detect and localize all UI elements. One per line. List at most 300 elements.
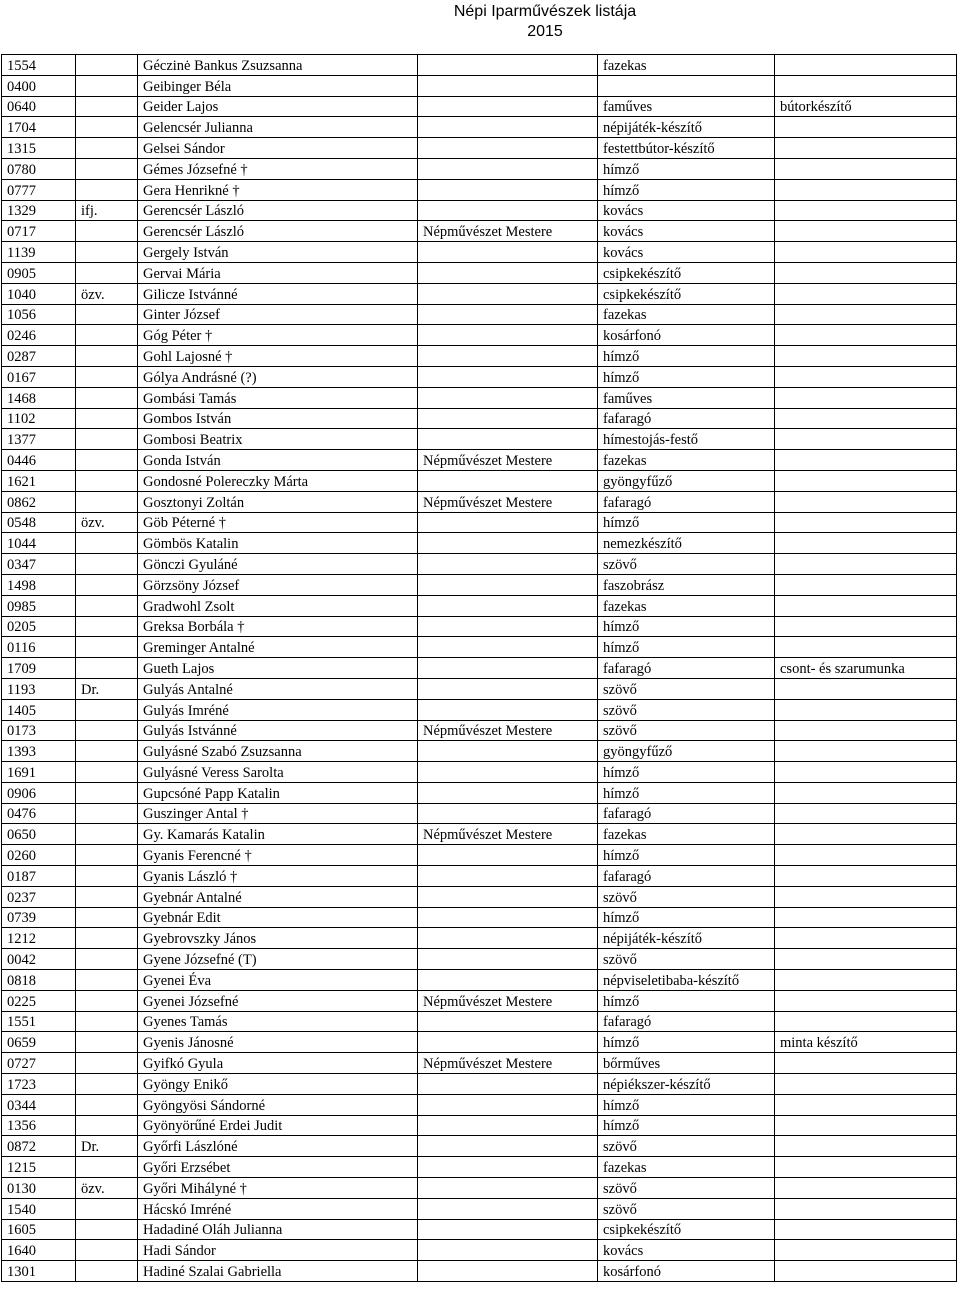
title-cell	[418, 699, 598, 720]
name-cell: Gelencsér Julianna	[138, 117, 418, 138]
specialty-cell	[775, 346, 957, 367]
prefix-cell	[76, 1115, 138, 1136]
craft-cell: hímző	[598, 907, 775, 928]
title-cell	[418, 1198, 598, 1219]
title-cell	[418, 845, 598, 866]
title-cell	[418, 470, 598, 491]
title-cell	[418, 75, 598, 96]
specialty-cell	[775, 158, 957, 179]
specialty-cell	[775, 824, 957, 845]
title-cell	[418, 387, 598, 408]
prefix-cell: Dr.	[76, 678, 138, 699]
specialty-cell	[775, 408, 957, 429]
prefix-cell	[76, 262, 138, 283]
name-cell: Geibinger Béla	[138, 75, 418, 96]
title-cell	[418, 1178, 598, 1199]
specialty-cell	[775, 699, 957, 720]
name-cell: Gyenis Jánosné	[138, 1032, 418, 1053]
specialty-cell	[775, 387, 957, 408]
name-cell: Gonda István	[138, 450, 418, 471]
prefix-cell	[76, 1032, 138, 1053]
id-cell: 1704	[2, 117, 76, 138]
prefix-cell	[76, 762, 138, 783]
specialty-cell	[775, 970, 957, 991]
prefix-cell	[76, 658, 138, 679]
prefix-cell	[76, 907, 138, 928]
specialty-cell	[775, 1136, 957, 1157]
craft-cell: festettbútor-készítő	[598, 138, 775, 159]
table-row	[2, 866, 957, 887]
table-row	[2, 262, 957, 283]
table-row	[2, 658, 957, 679]
craft-cell: gyöngyfűző	[598, 470, 775, 491]
id-cell: 1329	[2, 200, 76, 221]
title-cell	[418, 970, 598, 991]
specialty-cell: minta készítő	[775, 1032, 957, 1053]
craft-cell: hímző	[598, 1094, 775, 1115]
title-cell	[418, 949, 598, 970]
specialty-cell	[775, 179, 957, 200]
specialty-cell	[775, 429, 957, 450]
name-cell: Göb Péterné †	[138, 512, 418, 533]
table-row	[2, 387, 957, 408]
name-cell: Gondosné Polereczky Márta	[138, 470, 418, 491]
craft-cell: népijáték-készítő	[598, 928, 775, 949]
title-cell: Népművészet Mestere	[418, 720, 598, 741]
prefix-cell	[76, 824, 138, 845]
id-cell: 1640	[2, 1240, 76, 1261]
craft-cell: kovács	[598, 221, 775, 242]
table-row	[2, 1157, 957, 1178]
prefix-cell	[76, 616, 138, 637]
title-cell	[418, 1261, 598, 1282]
craft-cell: szövő	[598, 699, 775, 720]
title-cell	[418, 138, 598, 159]
table-row	[2, 1011, 957, 1032]
prefix-cell	[76, 1053, 138, 1074]
id-cell: 0777	[2, 179, 76, 200]
id-cell: 0650	[2, 824, 76, 845]
craft-cell: kovács	[598, 1240, 775, 1261]
page-title: Népi Iparművészek listája	[453, 3, 637, 20]
specialty-cell	[775, 366, 957, 387]
table-row	[2, 450, 957, 471]
name-cell: Gilicze Istvánné	[138, 283, 418, 304]
id-cell: 1551	[2, 1011, 76, 1032]
specialty-cell	[775, 1094, 957, 1115]
table-row	[2, 886, 957, 907]
title-cell	[418, 1032, 598, 1053]
id-cell: 1468	[2, 387, 76, 408]
name-cell: Győri Erzsébet	[138, 1157, 418, 1178]
prefix-cell	[76, 221, 138, 242]
specialty-cell	[775, 762, 957, 783]
id-cell: 1139	[2, 242, 76, 263]
table-row	[2, 1074, 957, 1095]
title-cell	[418, 242, 598, 263]
id-cell: 0985	[2, 595, 76, 616]
table-row	[2, 1115, 957, 1136]
id-cell: 0344	[2, 1094, 76, 1115]
prefix-cell	[76, 720, 138, 741]
prefix-cell	[76, 595, 138, 616]
prefix-cell	[76, 990, 138, 1011]
table-row	[2, 824, 957, 845]
craft-cell: hímző	[598, 616, 775, 637]
title-cell	[418, 782, 598, 803]
title-cell	[418, 928, 598, 949]
name-cell: Gulyásné Veress Sarolta	[138, 762, 418, 783]
id-cell: 0872	[2, 1136, 76, 1157]
craft-cell: fafaragó	[598, 1011, 775, 1032]
title-cell: Népművészet Mestere	[418, 450, 598, 471]
name-cell: Gradwohl Zsolt	[138, 595, 418, 616]
prefix-cell	[76, 450, 138, 471]
specialty-cell	[775, 55, 957, 76]
craft-cell: fafaragó	[598, 491, 775, 512]
id-cell: 1540	[2, 1198, 76, 1219]
prefix-cell	[76, 533, 138, 554]
craft-cell: hímző	[598, 1115, 775, 1136]
title-cell	[418, 637, 598, 658]
table-row	[2, 928, 957, 949]
name-cell: Gulyás Imréné	[138, 699, 418, 720]
craft-cell: csipkekészítő	[598, 1219, 775, 1240]
craft-cell: hímző	[598, 782, 775, 803]
name-cell: Gömbös Katalin	[138, 533, 418, 554]
table-row	[2, 75, 957, 96]
id-cell: 1193	[2, 678, 76, 699]
name-cell: Géczinė Bankus Zsuzsanna	[138, 55, 418, 76]
id-cell: 0042	[2, 949, 76, 970]
craft-cell: fafaragó	[598, 803, 775, 824]
name-cell: Gosztonyi Zoltán	[138, 491, 418, 512]
title-cell	[418, 96, 598, 117]
title-cell	[418, 907, 598, 928]
name-cell: Gulyás Antalné	[138, 678, 418, 699]
table-row	[2, 699, 957, 720]
name-cell: Gyifkó Gyula	[138, 1053, 418, 1074]
name-cell: Gyenei Józsefné	[138, 990, 418, 1011]
prefix-cell	[76, 741, 138, 762]
id-cell: 0640	[2, 96, 76, 117]
title-cell	[418, 678, 598, 699]
id-cell: 0476	[2, 803, 76, 824]
name-cell: Gyanis László †	[138, 866, 418, 887]
prefix-cell	[76, 782, 138, 803]
specialty-cell	[775, 678, 957, 699]
specialty-cell	[775, 949, 957, 970]
id-cell: 1723	[2, 1074, 76, 1095]
id-cell: 1315	[2, 138, 76, 159]
table-row	[2, 429, 957, 450]
craft-cell: szövő	[598, 1198, 775, 1219]
id-cell: 0246	[2, 325, 76, 346]
name-cell: Gyenei Éva	[138, 970, 418, 991]
craft-cell: népijáték-készítő	[598, 117, 775, 138]
specialty-cell: csont- és szarumunka	[775, 658, 957, 679]
craft-cell: csipkekészítő	[598, 262, 775, 283]
table-row	[2, 366, 957, 387]
craft-cell: fazekas	[598, 1157, 775, 1178]
name-cell: Greminger Antalné	[138, 637, 418, 658]
name-cell: Gyebrovszky János	[138, 928, 418, 949]
table-row	[2, 117, 957, 138]
table-row	[2, 283, 957, 304]
specialty-cell	[775, 574, 957, 595]
title-cell	[418, 533, 598, 554]
id-cell: 0862	[2, 491, 76, 512]
prefix-cell	[76, 845, 138, 866]
title-cell	[418, 283, 598, 304]
specialty-cell	[775, 262, 957, 283]
id-cell: 0906	[2, 782, 76, 803]
page-year: 2015	[527, 23, 563, 40]
title-cell	[418, 158, 598, 179]
prefix-cell: özv.	[76, 512, 138, 533]
craft-cell: hímző	[598, 990, 775, 1011]
id-cell: 1691	[2, 762, 76, 783]
table-row	[2, 554, 957, 575]
prefix-cell	[76, 470, 138, 491]
specialty-cell	[775, 1074, 957, 1095]
title-cell	[418, 574, 598, 595]
prefix-cell	[76, 803, 138, 824]
table-row	[2, 1032, 957, 1053]
specialty-cell	[775, 907, 957, 928]
prefix-cell	[76, 886, 138, 907]
title-cell	[418, 346, 598, 367]
specialty-cell	[775, 720, 957, 741]
specialty-cell	[775, 554, 957, 575]
name-cell: Hadiné Szalai Gabriella	[138, 1261, 418, 1282]
title-cell	[418, 741, 598, 762]
title-cell	[418, 866, 598, 887]
table-row	[2, 1240, 957, 1261]
id-cell: 0225	[2, 990, 76, 1011]
prefix-cell	[76, 96, 138, 117]
craft-cell: szövő	[598, 1136, 775, 1157]
id-cell: 0400	[2, 75, 76, 96]
craft-cell: fazekas	[598, 304, 775, 325]
id-cell: 0446	[2, 450, 76, 471]
specialty-cell	[775, 242, 957, 263]
craft-cell: szövő	[598, 678, 775, 699]
name-cell: Gombosi Beatrix	[138, 429, 418, 450]
craft-cell: nemezkészítő	[598, 533, 775, 554]
craft-cell: népiékszer-készítő	[598, 1074, 775, 1095]
id-cell: 0347	[2, 554, 76, 575]
craft-cell: csipkekészítő	[598, 283, 775, 304]
title-cell	[418, 408, 598, 429]
specialty-cell	[775, 304, 957, 325]
id-cell: 0130	[2, 1178, 76, 1199]
specialty-cell	[775, 138, 957, 159]
table-row	[2, 96, 957, 117]
prefix-cell	[76, 699, 138, 720]
title-cell	[418, 1136, 598, 1157]
craft-cell: hímző	[598, 762, 775, 783]
table-row	[2, 1053, 957, 1074]
table-row	[2, 1094, 957, 1115]
title-cell	[418, 762, 598, 783]
prefix-cell	[76, 866, 138, 887]
prefix-cell	[76, 928, 138, 949]
craft-cell: szövő	[598, 949, 775, 970]
craft-cell: hímző	[598, 512, 775, 533]
table-row	[2, 179, 957, 200]
title-cell	[418, 1219, 598, 1240]
prefix-cell	[76, 387, 138, 408]
craft-cell: faműves	[598, 387, 775, 408]
craft-cell: hímző	[598, 158, 775, 179]
title-cell	[418, 117, 598, 138]
craft-cell: hímző	[598, 1032, 775, 1053]
id-cell: 1215	[2, 1157, 76, 1178]
title-cell	[418, 1240, 598, 1261]
specialty-cell	[775, 470, 957, 491]
prefix-cell	[76, 429, 138, 450]
name-cell: Gyebnár Antalné	[138, 886, 418, 907]
table-row	[2, 221, 957, 242]
craft-cell	[598, 75, 775, 96]
table-row	[2, 512, 957, 533]
prefix-cell	[76, 304, 138, 325]
table-row	[2, 637, 957, 658]
prefix-cell	[76, 117, 138, 138]
table-row	[2, 138, 957, 159]
prefix-cell	[76, 346, 138, 367]
table-row	[2, 1178, 957, 1199]
name-cell: Gy. Kamarás Katalin	[138, 824, 418, 845]
specialty-cell	[775, 1053, 957, 1074]
title-cell	[418, 1011, 598, 1032]
name-cell: Gyenes Tamás	[138, 1011, 418, 1032]
craft-cell: faszobrász	[598, 574, 775, 595]
name-cell: Gyanis Ferencné †	[138, 845, 418, 866]
title-cell	[418, 179, 598, 200]
name-cell: Gueth Lajos	[138, 658, 418, 679]
id-cell: 0780	[2, 158, 76, 179]
title-cell	[418, 429, 598, 450]
craft-cell: szövő	[598, 720, 775, 741]
craft-cell: fazekas	[598, 55, 775, 76]
name-cell: Gémes Józsefné †	[138, 158, 418, 179]
craft-cell: kovács	[598, 200, 775, 221]
name-cell: Góg Péter †	[138, 325, 418, 346]
artisan-table	[1, 54, 957, 1282]
craft-cell: fafaragó	[598, 866, 775, 887]
specialty-cell	[775, 283, 957, 304]
title-cell	[418, 595, 598, 616]
prefix-cell: özv.	[76, 1178, 138, 1199]
id-cell: 1405	[2, 699, 76, 720]
table-row	[2, 845, 957, 866]
table-row	[2, 762, 957, 783]
name-cell: Geider Lajos	[138, 96, 418, 117]
id-cell: 0659	[2, 1032, 76, 1053]
table-row	[2, 1198, 957, 1219]
craft-cell: hímestojás-festő	[598, 429, 775, 450]
name-cell: Ginter József	[138, 304, 418, 325]
title-cell: Népművészet Mestere	[418, 221, 598, 242]
table-row	[2, 720, 957, 741]
craft-cell: fafaragó	[598, 408, 775, 429]
title-cell	[418, 512, 598, 533]
prefix-cell	[76, 158, 138, 179]
prefix-cell	[76, 138, 138, 159]
prefix-cell	[76, 637, 138, 658]
prefix-cell: ifj.	[76, 200, 138, 221]
title-cell	[418, 55, 598, 76]
id-cell: 0287	[2, 346, 76, 367]
prefix-cell	[76, 491, 138, 512]
table-row	[2, 55, 957, 76]
table-row	[2, 949, 957, 970]
name-cell: Gerencsér László	[138, 200, 418, 221]
craft-cell: fazekas	[598, 595, 775, 616]
id-cell: 0116	[2, 637, 76, 658]
prefix-cell	[76, 1198, 138, 1219]
specialty-cell	[775, 512, 957, 533]
id-cell: 1709	[2, 658, 76, 679]
prefix-cell	[76, 366, 138, 387]
title-cell	[418, 1074, 598, 1095]
title-cell	[418, 616, 598, 637]
title-cell: Népművészet Mestere	[418, 1053, 598, 1074]
specialty-cell	[775, 616, 957, 637]
specialty-cell	[775, 782, 957, 803]
title-cell: Népművészet Mestere	[418, 491, 598, 512]
craft-cell: hímző	[598, 637, 775, 658]
prefix-cell	[76, 1074, 138, 1095]
prefix-cell	[76, 55, 138, 76]
id-cell: 0167	[2, 366, 76, 387]
title-cell	[418, 554, 598, 575]
prefix-cell	[76, 554, 138, 575]
id-cell: 0237	[2, 886, 76, 907]
craft-cell: szövő	[598, 1178, 775, 1199]
specialty-cell	[775, 886, 957, 907]
id-cell: 1393	[2, 741, 76, 762]
craft-cell: hímző	[598, 346, 775, 367]
id-cell: 0818	[2, 970, 76, 991]
id-cell: 1040	[2, 283, 76, 304]
table-row	[2, 990, 957, 1011]
name-cell: Gönczi Gyuláné	[138, 554, 418, 575]
id-cell: 1554	[2, 55, 76, 76]
craft-cell: faműves	[598, 96, 775, 117]
specialty-cell	[775, 803, 957, 824]
table-row	[2, 970, 957, 991]
title-cell	[418, 366, 598, 387]
specialty-cell	[775, 990, 957, 1011]
table-row	[2, 346, 957, 367]
table-row	[2, 491, 957, 512]
name-cell: Gyene Józsefné (T)	[138, 949, 418, 970]
id-cell: 0717	[2, 221, 76, 242]
table-row	[2, 1261, 957, 1282]
table-row	[2, 1219, 957, 1240]
id-cell: 1605	[2, 1219, 76, 1240]
name-cell: Gyöngy Enikő	[138, 1074, 418, 1095]
craft-cell: kosárfonó	[598, 1261, 775, 1282]
name-cell: Gelsei Sándor	[138, 138, 418, 159]
title-cell	[418, 1094, 598, 1115]
name-cell: Gombos István	[138, 408, 418, 429]
table-row	[2, 595, 957, 616]
name-cell: Hácskó Imréné	[138, 1198, 418, 1219]
